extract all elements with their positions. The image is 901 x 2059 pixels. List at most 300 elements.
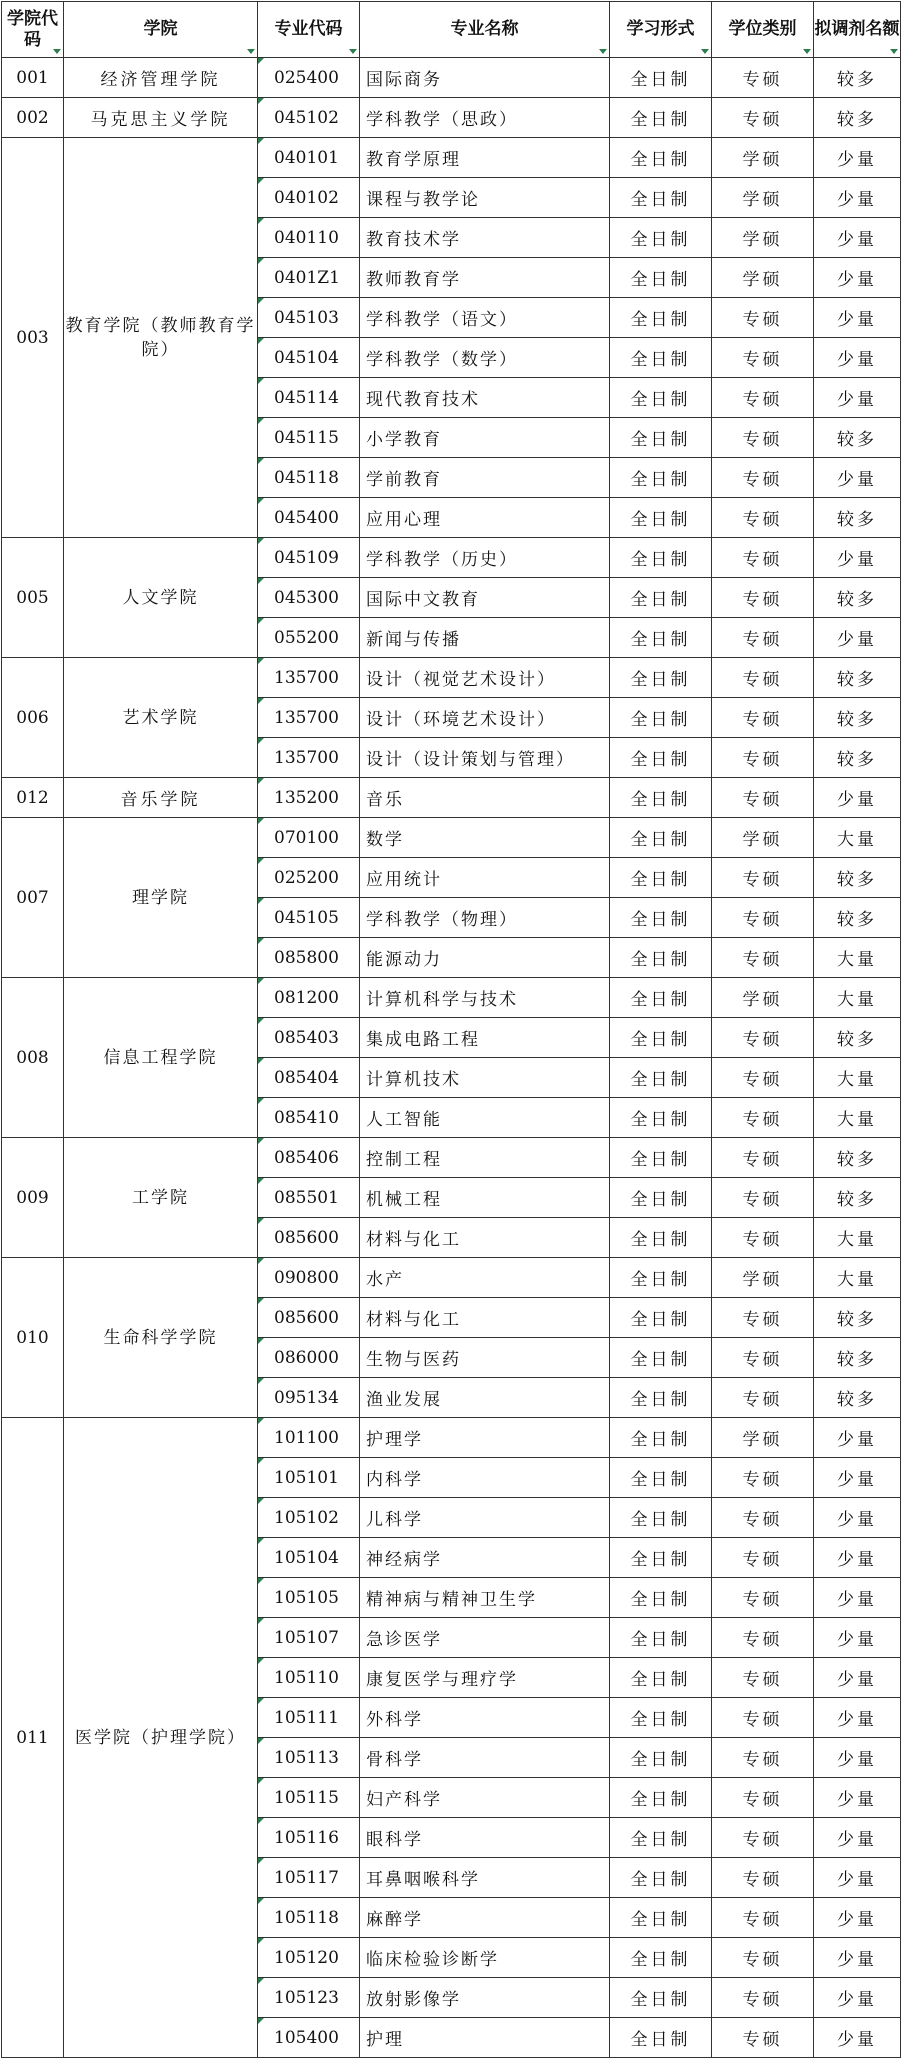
major-name-cell[interactable]: 小学教育: [360, 418, 610, 458]
quota-cell[interactable]: 少量: [814, 1418, 901, 1458]
major-code-cell[interactable]: 040110: [258, 218, 360, 258]
header-study-form[interactable]: [610, 2, 712, 58]
major-code-cell[interactable]: 105120: [258, 1938, 360, 1978]
study-form-cell[interactable]: 全日制: [610, 1698, 712, 1738]
college-name-cell[interactable]: 人文学院: [64, 538, 258, 658]
filter-dropdown-icon[interactable]: [803, 49, 811, 54]
degree-type-cell[interactable]: 学硕: [712, 218, 814, 258]
college-name-cell[interactable]: 医学院（护理学院）: [64, 1418, 258, 2058]
degree-type-cell[interactable]: 专硕: [712, 2018, 814, 2058]
quota-cell[interactable]: 少量: [814, 1738, 901, 1778]
major-code-cell[interactable]: 045400: [258, 498, 360, 538]
major-name-cell[interactable]: 护理学: [360, 1418, 610, 1458]
major-code-cell[interactable]: 045103: [258, 298, 360, 338]
study-form-cell[interactable]: 全日制: [610, 458, 712, 498]
header-major-name-label: 专业名称: [450, 19, 519, 39]
degree-type-cell[interactable]: 专硕: [712, 98, 814, 138]
quota-cell[interactable]: 少量: [814, 1818, 901, 1858]
study-form-cell[interactable]: 全日制: [610, 1298, 712, 1338]
major-code-cell[interactable]: 025400: [258, 58, 360, 98]
quota-cell[interactable]: 少量: [814, 1778, 901, 1818]
study-form-cell[interactable]: 全日制: [610, 938, 712, 978]
degree-type-cell[interactable]: 专硕: [712, 58, 814, 98]
college-name-cell[interactable]: 教育学院（教师教育学院）: [64, 138, 258, 538]
table-row: [2, 98, 901, 138]
major-name-cell[interactable]: 人工智能: [360, 1098, 610, 1138]
major-name-cell[interactable]: 学科教学（物理）: [360, 898, 610, 938]
study-form-cell[interactable]: 全日制: [610, 1458, 712, 1498]
degree-type-cell[interactable]: 专硕: [712, 858, 814, 898]
major-code-cell[interactable]: 135700: [258, 738, 360, 778]
quota-cell[interactable]: 少量: [814, 778, 901, 818]
degree-type-cell[interactable]: 专硕: [712, 1498, 814, 1538]
major-name-cell[interactable]: 神经病学: [360, 1538, 610, 1578]
quota-cell[interactable]: 较多: [814, 738, 901, 778]
college-code-cell[interactable]: 008: [2, 978, 64, 1138]
quota-cell[interactable]: 少量: [814, 1538, 901, 1578]
degree-type-cell[interactable]: 专硕: [712, 1658, 814, 1698]
college-code-cell[interactable]: 012: [2, 778, 64, 818]
quota-cell[interactable]: 较多: [814, 1178, 901, 1218]
college-name-cell[interactable]: 音乐学院: [64, 778, 258, 818]
major-code-cell[interactable]: 105107: [258, 1618, 360, 1658]
filter-dropdown-icon[interactable]: [53, 49, 61, 54]
degree-type-cell[interactable]: 专硕: [712, 938, 814, 978]
study-form-cell[interactable]: 全日制: [610, 1018, 712, 1058]
major-code-cell[interactable]: 105104: [258, 1538, 360, 1578]
degree-type-cell[interactable]: 专硕: [712, 1378, 814, 1418]
major-code-cell[interactable]: 045118: [258, 458, 360, 498]
quota-cell[interactable]: 少量: [814, 1858, 901, 1898]
major-name-cell[interactable]: 学科教学（语文）: [360, 298, 610, 338]
study-form-cell[interactable]: 全日制: [610, 778, 712, 818]
major-name-cell[interactable]: 外科学: [360, 1698, 610, 1738]
college-name-cell[interactable]: 马克思主义学院: [64, 98, 258, 138]
study-form-cell[interactable]: 全日制: [610, 498, 712, 538]
major-name-cell[interactable]: 集成电路工程: [360, 1018, 610, 1058]
major-code-cell[interactable]: 095134: [258, 1378, 360, 1418]
college-code-cell[interactable]: 006: [2, 658, 64, 778]
number-as-text-indicator-icon: [258, 458, 264, 464]
major-name-cell[interactable]: 教师教育学: [360, 258, 610, 298]
study-form-cell[interactable]: 全日制: [610, 218, 712, 258]
number-as-text-indicator-icon: [258, 658, 264, 664]
degree-type-cell[interactable]: 专硕: [712, 418, 814, 458]
major-name-cell[interactable]: 国际商务: [360, 58, 610, 98]
degree-type-cell[interactable]: 专硕: [712, 1938, 814, 1978]
major-name-cell[interactable]: 应用心理: [360, 498, 610, 538]
degree-type-cell[interactable]: 专硕: [712, 338, 814, 378]
major-code-cell[interactable]: 081200: [258, 978, 360, 1018]
major-code-cell[interactable]: 105101: [258, 1458, 360, 1498]
major-code-cell[interactable]: 105400: [258, 2018, 360, 2058]
major-code-cell[interactable]: 105116: [258, 1818, 360, 1858]
quota-cell[interactable]: 较多: [814, 898, 901, 938]
degree-type-cell[interactable]: 专硕: [712, 1018, 814, 1058]
major-name-cell[interactable]: 临床检验诊断学: [360, 1938, 610, 1978]
study-form-cell[interactable]: 全日制: [610, 1258, 712, 1298]
degree-type-cell[interactable]: 专硕: [712, 1218, 814, 1258]
quota-cell[interactable]: 少量: [814, 298, 901, 338]
degree-type-cell[interactable]: 专硕: [712, 1618, 814, 1658]
major-name-cell[interactable]: 教育技术学: [360, 218, 610, 258]
degree-type-cell[interactable]: 专硕: [712, 658, 814, 698]
quota-cell[interactable]: 少量: [814, 218, 901, 258]
major-code-cell[interactable]: 105111: [258, 1698, 360, 1738]
college-code-cell[interactable]: 010: [2, 1258, 64, 1418]
major-code-cell[interactable]: 085800: [258, 938, 360, 978]
quota-cell[interactable]: 少量: [814, 1898, 901, 1938]
major-code-cell[interactable]: 085600: [258, 1218, 360, 1258]
major-name-cell[interactable]: 能源动力: [360, 938, 610, 978]
study-form-cell[interactable]: 全日制: [610, 738, 712, 778]
major-code-cell[interactable]: 040102: [258, 178, 360, 218]
major-code-cell[interactable]: 045114: [258, 378, 360, 418]
study-form-cell[interactable]: 全日制: [610, 978, 712, 1018]
study-form-cell[interactable]: 全日制: [610, 1898, 712, 1938]
college-code-cell[interactable]: 001: [2, 58, 64, 98]
study-form-cell[interactable]: 全日制: [610, 1058, 712, 1098]
quota-cell[interactable]: 少量: [814, 618, 901, 658]
major-name-cell[interactable]: 骨科学: [360, 1738, 610, 1778]
degree-type-cell[interactable]: 学硕: [712, 258, 814, 298]
major-name-cell[interactable]: 眼科学: [360, 1818, 610, 1858]
major-name-cell[interactable]: 耳鼻咽喉科学: [360, 1858, 610, 1898]
study-form-cell[interactable]: 全日制: [610, 1138, 712, 1178]
degree-type-cell[interactable]: 专硕: [712, 1978, 814, 2018]
degree-type-cell[interactable]: 专硕: [712, 1738, 814, 1778]
major-name-cell[interactable]: 水产: [360, 1258, 610, 1298]
major-name-cell[interactable]: 麻醉学: [360, 1898, 610, 1938]
major-name-cell[interactable]: 材料与化工: [360, 1298, 610, 1338]
filter-dropdown-icon[interactable]: [890, 49, 898, 54]
degree-type-cell[interactable]: 专硕: [712, 378, 814, 418]
college-code-cell[interactable]: 002: [2, 98, 64, 138]
filter-dropdown-icon[interactable]: [247, 49, 255, 54]
quota-cell[interactable]: 较多: [814, 1018, 901, 1058]
college-name-cell[interactable]: 生命科学学院: [64, 1258, 258, 1418]
major-code-cell[interactable]: 085403: [258, 1018, 360, 1058]
major-name-cell[interactable]: 应用统计: [360, 858, 610, 898]
study-form-cell[interactable]: 全日制: [610, 1938, 712, 1978]
study-form-cell[interactable]: 全日制: [610, 1498, 712, 1538]
quota-cell[interactable]: 较多: [814, 698, 901, 738]
major-name-cell[interactable]: 放射影像学: [360, 1978, 610, 2018]
major-code-cell[interactable]: 040101: [258, 138, 360, 178]
major-name-cell[interactable]: 设计（视觉艺术设计）: [360, 658, 610, 698]
quota-cell[interactable]: 少量: [814, 258, 901, 298]
major-code-cell[interactable]: 135700: [258, 698, 360, 738]
study-form-cell[interactable]: 全日制: [610, 1538, 712, 1578]
degree-type-cell[interactable]: 专硕: [712, 1298, 814, 1338]
degree-type-cell[interactable]: 专硕: [712, 698, 814, 738]
quota-cell[interactable]: 少量: [814, 538, 901, 578]
major-code-cell[interactable]: 070100: [258, 818, 360, 858]
major-name-cell[interactable]: 数学: [360, 818, 610, 858]
quota-cell[interactable]: 少量: [814, 1458, 901, 1498]
quota-cell[interactable]: 少量: [814, 1938, 901, 1978]
study-form-cell[interactable]: 全日制: [610, 1098, 712, 1138]
header-major-name[interactable]: [360, 2, 610, 58]
major-name-cell[interactable]: 计算机科学与技术: [360, 978, 610, 1018]
header-quota[interactable]: [814, 2, 901, 58]
major-name-cell[interactable]: 妇产科学: [360, 1778, 610, 1818]
degree-type-cell[interactable]: 专硕: [712, 1338, 814, 1378]
study-form-cell[interactable]: 全日制: [610, 1978, 712, 2018]
quota-cell[interactable]: 少量: [814, 1498, 901, 1538]
degree-type-cell[interactable]: 专硕: [712, 1698, 814, 1738]
degree-type-cell[interactable]: 学硕: [712, 138, 814, 178]
degree-type-cell[interactable]: 专硕: [712, 1818, 814, 1858]
degree-type-cell[interactable]: 学硕: [712, 1418, 814, 1458]
study-form-cell[interactable]: 全日制: [610, 578, 712, 618]
college-code-cell[interactable]: 009: [2, 1138, 64, 1258]
degree-type-cell[interactable]: 专硕: [712, 298, 814, 338]
number-as-text-indicator-icon: [258, 978, 264, 984]
quota-cell[interactable]: 较多: [814, 658, 901, 698]
major-code-cell[interactable]: 055200: [258, 618, 360, 658]
quota-cell[interactable]: 少量: [814, 378, 901, 418]
major-name-cell[interactable]: 音乐: [360, 778, 610, 818]
major-name-cell[interactable]: 急诊医学: [360, 1618, 610, 1658]
study-form-cell[interactable]: 全日制: [610, 1778, 712, 1818]
study-form-cell[interactable]: 全日制: [610, 1738, 712, 1778]
major-code-cell[interactable]: 045102: [258, 98, 360, 138]
college-code-cell[interactable]: 003: [2, 138, 64, 538]
degree-type-cell[interactable]: 专硕: [712, 458, 814, 498]
degree-type-cell[interactable]: 专硕: [712, 1778, 814, 1818]
major-name-cell[interactable]: 设计（设计策划与管理）: [360, 738, 610, 778]
quota-cell[interactable]: 较多: [814, 58, 901, 98]
header-study-form-label: 学习形式: [626, 19, 695, 39]
quota-cell[interactable]: 大量: [814, 938, 901, 978]
major-name-cell[interactable]: 机械工程: [360, 1178, 610, 1218]
study-form-cell[interactable]: 全日制: [610, 1658, 712, 1698]
college-name-cell[interactable]: 信息工程学院: [64, 978, 258, 1138]
degree-type-cell[interactable]: 专硕: [712, 1178, 814, 1218]
major-name-cell[interactable]: 生物与医药: [360, 1338, 610, 1378]
major-code-cell[interactable]: 105118: [258, 1898, 360, 1938]
study-form-cell[interactable]: 全日制: [610, 818, 712, 858]
major-code-cell[interactable]: 0401Z1: [258, 258, 360, 298]
table-row: [2, 1258, 901, 1298]
major-code-cell[interactable]: 105115: [258, 1778, 360, 1818]
quota-cell[interactable]: 少量: [814, 1698, 901, 1738]
study-form-cell[interactable]: 全日制: [610, 298, 712, 338]
quota-cell[interactable]: 少量: [814, 1978, 901, 2018]
quota-cell[interactable]: 大量: [814, 1058, 901, 1098]
number-as-text-indicator-icon: [258, 1298, 264, 1304]
major-code-cell[interactable]: 045105: [258, 898, 360, 938]
major-code-cell[interactable]: 101100: [258, 1418, 360, 1458]
study-form-cell[interactable]: 全日制: [610, 698, 712, 738]
college-name-cell[interactable]: 理学院: [64, 818, 258, 978]
number-as-text-indicator-icon: [258, 1858, 264, 1864]
degree-type-cell[interactable]: 专硕: [712, 1538, 814, 1578]
major-code-cell[interactable]: 045300: [258, 578, 360, 618]
major-name-cell[interactable]: 学科教学（历史）: [360, 538, 610, 578]
major-code-cell[interactable]: 025200: [258, 858, 360, 898]
study-form-cell[interactable]: 全日制: [610, 1218, 712, 1258]
quota-cell[interactable]: 大量: [814, 818, 901, 858]
major-code-cell[interactable]: 135700: [258, 658, 360, 698]
quota-cell[interactable]: 大量: [814, 978, 901, 1018]
degree-type-cell[interactable]: 专硕: [712, 578, 814, 618]
major-name-cell[interactable]: 渔业发展: [360, 1378, 610, 1418]
degree-type-cell[interactable]: 专硕: [712, 1898, 814, 1938]
number-as-text-indicator-icon: [258, 738, 264, 744]
study-form-cell[interactable]: 全日制: [610, 898, 712, 938]
study-form-cell[interactable]: 全日制: [610, 618, 712, 658]
quota-cell[interactable]: 少量: [814, 1578, 901, 1618]
major-code-cell[interactable]: 045115: [258, 418, 360, 458]
major-code-cell[interactable]: 085410: [258, 1098, 360, 1138]
study-form-cell[interactable]: 全日制: [610, 338, 712, 378]
major-name-cell[interactable]: 计算机技术: [360, 1058, 610, 1098]
quota-cell[interactable]: 大量: [814, 1218, 901, 1258]
study-form-cell[interactable]: 全日制: [610, 2018, 712, 2058]
study-form-cell[interactable]: 全日制: [610, 1178, 712, 1218]
study-form-cell[interactable]: 全日制: [610, 1858, 712, 1898]
study-form-cell[interactable]: 全日制: [610, 658, 712, 698]
table-row: [2, 58, 901, 98]
college-name-cell[interactable]: 工学院: [64, 1138, 258, 1258]
major-code-cell[interactable]: 105113: [258, 1738, 360, 1778]
major-name-cell[interactable]: 现代教育技术: [360, 378, 610, 418]
quota-cell[interactable]: 较多: [814, 1378, 901, 1418]
degree-type-cell[interactable]: 专硕: [712, 1578, 814, 1618]
major-name-cell[interactable]: 材料与化工: [360, 1218, 610, 1258]
major-code-cell[interactable]: 090800: [258, 1258, 360, 1298]
major-code-cell[interactable]: 085501: [258, 1178, 360, 1218]
major-name-cell[interactable]: 内科学: [360, 1458, 610, 1498]
degree-type-cell[interactable]: 专硕: [712, 1098, 814, 1138]
major-name-cell[interactable]: 新闻与传播: [360, 618, 610, 658]
major-code-cell[interactable]: 105117: [258, 1858, 360, 1898]
major-code-cell[interactable]: 045104: [258, 338, 360, 378]
degree-type-cell[interactable]: 专硕: [712, 1058, 814, 1098]
quota-cell[interactable]: 大量: [814, 1258, 901, 1298]
study-form-cell[interactable]: 全日制: [610, 378, 712, 418]
degree-type-cell[interactable]: 学硕: [712, 178, 814, 218]
study-form-cell[interactable]: 全日制: [610, 1618, 712, 1658]
header-college-code[interactable]: [2, 2, 64, 58]
major-name-cell[interactable]: 学科教学（数学）: [360, 338, 610, 378]
college-code-cell[interactable]: 005: [2, 538, 64, 658]
header-major-code[interactable]: [258, 2, 360, 58]
major-name-cell[interactable]: 学前教育: [360, 458, 610, 498]
major-code-cell[interactable]: 045109: [258, 538, 360, 578]
quota-cell[interactable]: 少量: [814, 1658, 901, 1698]
study-form-cell[interactable]: 全日制: [610, 1378, 712, 1418]
quota-cell[interactable]: 少量: [814, 458, 901, 498]
degree-type-cell[interactable]: 专硕: [712, 538, 814, 578]
college-code-cell[interactable]: 011: [2, 1418, 64, 2058]
major-code-cell[interactable]: 105110: [258, 1658, 360, 1698]
degree-type-cell[interactable]: 专硕: [712, 1138, 814, 1178]
quota-cell[interactable]: 较多: [814, 1138, 901, 1178]
study-form-cell[interactable]: 全日制: [610, 1338, 712, 1378]
study-form-cell[interactable]: 全日制: [610, 858, 712, 898]
degree-type-cell[interactable]: 专硕: [712, 618, 814, 658]
quota-cell[interactable]: 少量: [814, 178, 901, 218]
filter-dropdown-icon[interactable]: [349, 49, 357, 54]
study-form-cell[interactable]: 全日制: [610, 58, 712, 98]
quota-cell[interactable]: 少量: [814, 138, 901, 178]
header-college[interactable]: [64, 2, 258, 58]
header-degree-type[interactable]: [712, 2, 814, 58]
major-code-cell[interactable]: 086000: [258, 1338, 360, 1378]
major-code-cell[interactable]: 085406: [258, 1138, 360, 1178]
degree-type-cell[interactable]: 学硕: [712, 1258, 814, 1298]
study-form-cell[interactable]: 全日制: [610, 418, 712, 458]
degree-type-cell[interactable]: 专硕: [712, 738, 814, 778]
major-name-cell[interactable]: 精神病与精神卫生学: [360, 1578, 610, 1618]
degree-type-cell[interactable]: 学硕: [712, 978, 814, 1018]
quota-cell[interactable]: 较多: [814, 1338, 901, 1378]
quota-cell[interactable]: 较多: [814, 1298, 901, 1338]
quota-cell[interactable]: 少量: [814, 338, 901, 378]
quota-cell[interactable]: 少量: [814, 2018, 901, 2058]
number-as-text-indicator-icon: [258, 178, 264, 184]
major-name-cell[interactable]: 课程与教学论: [360, 178, 610, 218]
major-code-cell[interactable]: 105105: [258, 1578, 360, 1618]
study-form-cell[interactable]: 全日制: [610, 538, 712, 578]
header-quota-label: 拟调剂名额: [814, 19, 900, 39]
quota-cell[interactable]: 较多: [814, 498, 901, 538]
study-form-cell[interactable]: 全日制: [610, 178, 712, 218]
study-form-cell[interactable]: 全日制: [610, 1578, 712, 1618]
major-name-cell[interactable]: 教育学原理: [360, 138, 610, 178]
degree-type-cell[interactable]: 学硕: [712, 818, 814, 858]
major-name-cell[interactable]: 国际中文教育: [360, 578, 610, 618]
number-as-text-indicator-icon: [258, 378, 264, 384]
degree-type-cell[interactable]: 专硕: [712, 1858, 814, 1898]
major-code-cell[interactable]: 135200: [258, 778, 360, 818]
quota-cell[interactable]: 少量: [814, 1618, 901, 1658]
college-code-cell[interactable]: 007: [2, 818, 64, 978]
college-name-cell[interactable]: 经济管理学院: [64, 58, 258, 98]
quota-cell[interactable]: 较多: [814, 418, 901, 458]
major-code-cell[interactable]: 085600: [258, 1298, 360, 1338]
major-name-cell[interactable]: 设计（环境艺术设计）: [360, 698, 610, 738]
study-form-cell[interactable]: 全日制: [610, 138, 712, 178]
quota-cell[interactable]: 较多: [814, 858, 901, 898]
major-name-cell[interactable]: 儿科学: [360, 1498, 610, 1538]
major-name-cell[interactable]: 护理: [360, 2018, 610, 2058]
filter-dropdown-icon[interactable]: [701, 49, 709, 54]
degree-type-cell[interactable]: 专硕: [712, 498, 814, 538]
major-code-cell[interactable]: 105102: [258, 1498, 360, 1538]
study-form-cell[interactable]: 全日制: [610, 1418, 712, 1458]
major-code-cell[interactable]: 085404: [258, 1058, 360, 1098]
college-name-cell[interactable]: 艺术学院: [64, 658, 258, 778]
degree-type-cell[interactable]: 专硕: [712, 898, 814, 938]
degree-type-cell[interactable]: 专硕: [712, 1458, 814, 1498]
major-name-cell[interactable]: 学科教学（思政）: [360, 98, 610, 138]
major-name-cell[interactable]: 康复医学与理疗学: [360, 1658, 610, 1698]
major-name-cell[interactable]: 控制工程: [360, 1138, 610, 1178]
filter-dropdown-icon[interactable]: [599, 49, 607, 54]
major-code-cell[interactable]: 105123: [258, 1978, 360, 2018]
study-form-cell[interactable]: 全日制: [610, 258, 712, 298]
study-form-cell[interactable]: 全日制: [610, 98, 712, 138]
quota-cell[interactable]: 较多: [814, 578, 901, 618]
degree-type-cell[interactable]: 专硕: [712, 778, 814, 818]
quota-cell[interactable]: 大量: [814, 1098, 901, 1138]
quota-cell[interactable]: 较多: [814, 98, 901, 138]
study-form-cell[interactable]: 全日制: [610, 1818, 712, 1858]
